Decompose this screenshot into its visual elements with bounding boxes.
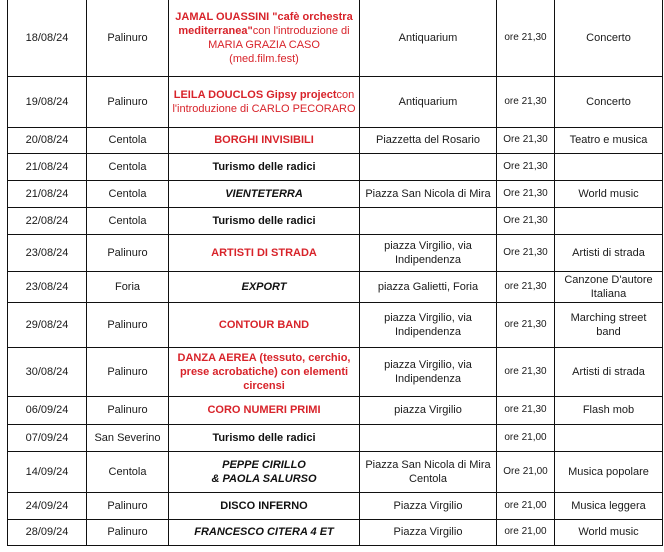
event-venue-cell xyxy=(360,207,497,234)
event-venue-cell: Piazzetta del Rosario xyxy=(360,127,497,153)
event-title: FRANCESCO CITERA 4 ET xyxy=(194,526,334,538)
event-date-cell: 30/08/24 xyxy=(8,347,87,396)
event-date-cell: 21/08/24 xyxy=(8,153,87,180)
event-title: Turismo delle radici xyxy=(212,214,316,227)
event-date-cell: 06/09/24 xyxy=(8,396,87,424)
event-title-cell xyxy=(169,424,360,451)
event-genre-cell: Musica popolare xyxy=(555,451,663,492)
table-row xyxy=(8,234,663,271)
event-location-cell: San Severino xyxy=(87,424,169,451)
event-location-cell: Palinuro xyxy=(87,396,169,424)
event-genre-cell: World music xyxy=(555,180,663,207)
event-genre-cell xyxy=(555,424,663,451)
event-title-part: (med.film.fest) xyxy=(229,52,299,65)
event-venue-cell: piazza Virgilio, via Indipendenza xyxy=(360,302,497,347)
event-genre-cell xyxy=(555,207,663,234)
event-time-cell: Ore 21,30 xyxy=(497,207,555,234)
event-title-part: con l'introduzione di MARIA GRAZIA CASO xyxy=(208,24,350,51)
event-genre-cell: Musica leggera xyxy=(555,492,663,519)
event-time-cell: ore 21,30 xyxy=(497,347,555,396)
event-date-cell: 21/08/24 xyxy=(8,180,87,207)
event-location-cell: Centola xyxy=(87,180,169,207)
event-time-cell: ore 21,30 xyxy=(497,271,555,302)
event-title-cell xyxy=(169,0,360,76)
event-title: DISCO INFERNO xyxy=(220,499,308,512)
event-date-cell: 29/08/24 xyxy=(8,302,87,347)
event-time-cell: ore 21,00 xyxy=(497,492,555,519)
event-location-cell: Centola xyxy=(87,451,169,492)
event-venue-cell: Piazza Virgilio xyxy=(360,492,497,519)
event-title-cell xyxy=(169,347,360,396)
event-time-cell: ore 21,00 xyxy=(497,519,555,545)
event-location-cell: Palinuro xyxy=(87,0,169,76)
event-date-cell: 18/08/24 xyxy=(8,0,87,76)
event-genre-cell: Concerto xyxy=(555,0,663,76)
table-row xyxy=(8,153,663,180)
table-row xyxy=(8,127,663,153)
event-time-cell: ore 21,30 xyxy=(497,76,555,127)
table-row xyxy=(8,180,663,207)
event-location-cell: Palinuro xyxy=(87,519,169,545)
event-genre-cell: Artisti di strada xyxy=(555,234,663,271)
event-genre-cell: Teatro e musica xyxy=(555,127,663,153)
event-time-cell: Ore 21,30 xyxy=(497,234,555,271)
table-row xyxy=(8,396,663,424)
event-venue-cell xyxy=(360,153,497,180)
event-location-cell: Palinuro xyxy=(87,492,169,519)
event-location-cell: Foria xyxy=(87,271,169,302)
table-row xyxy=(8,302,663,347)
event-venue-cell: Piazza San Nicola di Mira Centola xyxy=(360,451,497,492)
event-genre-cell: Canzone D'autore Italiana xyxy=(555,271,663,302)
event-title-cell xyxy=(169,451,360,492)
event-date-cell: 28/09/24 xyxy=(8,519,87,545)
event-location-cell: Palinuro xyxy=(87,234,169,271)
event-location-cell: Centola xyxy=(87,207,169,234)
table-row xyxy=(8,519,663,545)
event-genre-cell: Flash mob xyxy=(555,396,663,424)
event-date-cell: 23/08/24 xyxy=(8,234,87,271)
event-date-cell: 14/09/24 xyxy=(8,451,87,492)
event-title-line: & PAOLA SALURSO xyxy=(211,472,317,485)
table-row xyxy=(8,347,663,396)
event-time-cell: ore 21,00 xyxy=(497,424,555,451)
table-row xyxy=(8,0,663,76)
event-location-cell: Centola xyxy=(87,127,169,153)
events-schedule-table xyxy=(7,0,663,546)
event-date-cell: 07/09/24 xyxy=(8,424,87,451)
event-title: Turismo delle radici xyxy=(212,431,316,444)
event-venue-cell: piazza Virgilio, via Indipendenza xyxy=(360,347,497,396)
event-genre-cell: Concerto xyxy=(555,76,663,127)
event-genre-cell: World music xyxy=(555,519,663,545)
event-title-cell xyxy=(169,76,360,127)
event-venue-cell: Piazza San Nicola di Mira xyxy=(360,180,497,207)
event-title: ARTISTI DI STRADA xyxy=(211,246,317,259)
table-row xyxy=(8,271,663,302)
event-venue-cell: Piazza Virgilio xyxy=(360,519,497,545)
event-time-cell: ore 21,30 xyxy=(497,0,555,76)
event-location-cell: Palinuro xyxy=(87,76,169,127)
event-genre-cell xyxy=(555,153,663,180)
event-title: CONTOUR BAND xyxy=(218,318,310,331)
event-title-cell xyxy=(169,302,360,347)
event-time-cell: ore 21,30 xyxy=(497,396,555,424)
event-title-line: PEPPE CIRILLO xyxy=(222,458,306,471)
table-row xyxy=(8,207,663,234)
table-row xyxy=(8,451,663,492)
event-title-cell xyxy=(169,180,360,207)
event-date-cell: 22/08/24 xyxy=(8,207,87,234)
event-title-cell xyxy=(169,207,360,234)
event-title-cell xyxy=(169,127,360,153)
table-row xyxy=(8,492,663,519)
event-title-cell xyxy=(169,492,360,519)
table-body xyxy=(8,0,663,545)
event-venue-cell: piazza Galietti, Foria xyxy=(360,271,497,302)
event-title-cell xyxy=(169,519,360,545)
event-location-cell: Palinuro xyxy=(87,347,169,396)
event-time-cell: ore 21,30 xyxy=(497,302,555,347)
event-date-cell: 20/08/24 xyxy=(8,127,87,153)
table-row xyxy=(8,76,663,127)
event-title-cell xyxy=(169,153,360,180)
event-title: VIENTETERRA xyxy=(225,187,303,200)
event-title: CORO NUMERI PRIMI xyxy=(207,404,321,416)
event-location-cell: Centola xyxy=(87,153,169,180)
event-title: EXPORT xyxy=(241,280,287,293)
event-title: Turismo delle radici xyxy=(212,160,316,173)
event-title-cell xyxy=(169,396,360,424)
event-date-cell: 19/08/24 xyxy=(8,76,87,127)
event-title-cell xyxy=(169,234,360,271)
event-title: DANZA AEREA (tessuto, cerchio, prese acrobatiche) con elementi circensi xyxy=(177,351,351,392)
event-time-cell: Ore 21,30 xyxy=(497,180,555,207)
event-venue-cell xyxy=(360,424,497,451)
event-time-cell: Ore 21,30 xyxy=(497,127,555,153)
event-title-part: LEILA DOUCLOS Gipsy project xyxy=(173,88,337,101)
event-date-cell: 23/08/24 xyxy=(8,271,87,302)
event-venue-cell: Antiquarium xyxy=(360,0,497,76)
event-time-cell: Ore 21,00 xyxy=(497,451,555,492)
event-venue-cell: piazza Virgilio xyxy=(360,396,497,424)
event-title: BORGHI INVISIBILI xyxy=(214,134,314,146)
event-date-cell: 24/09/24 xyxy=(8,492,87,519)
event-location-cell: Palinuro xyxy=(87,302,169,347)
event-time-cell: Ore 21,30 xyxy=(497,153,555,180)
event-title-part: con l'introduzione di CARLO PECORARO xyxy=(172,88,356,115)
table-row xyxy=(8,424,663,451)
event-genre-cell: Marching street band xyxy=(555,302,663,347)
event-venue-cell: Antiquarium xyxy=(360,76,497,127)
event-venue-cell: piazza Virgilio, via Indipendenza xyxy=(360,234,497,271)
event-title-cell xyxy=(169,271,360,302)
event-title-part: JAMAL OUASSINI "cafè orchestra mediterranea" xyxy=(175,10,353,37)
event-genre-cell: Artisti di strada xyxy=(555,347,663,396)
